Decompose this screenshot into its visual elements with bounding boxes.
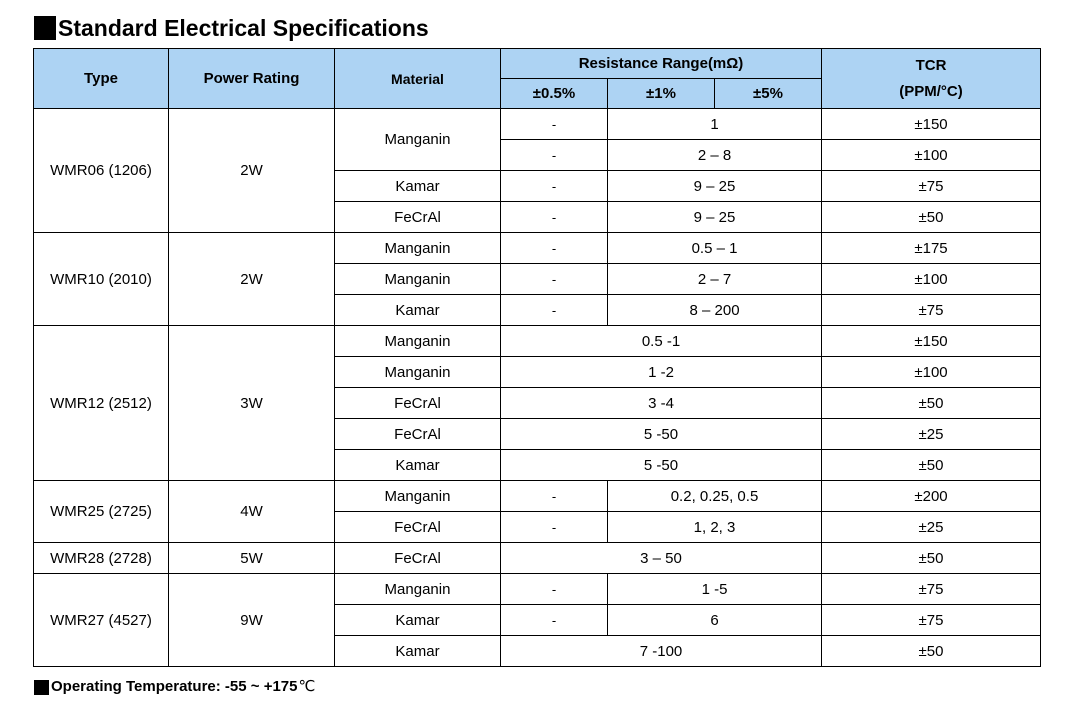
tcr-header-line1: TCR: [915, 56, 947, 74]
type-cell: WMR28 (2728): [34, 543, 169, 574]
tcr-cell: ±75: [822, 295, 1041, 326]
page-title-text: Standard Electrical Specifications: [58, 15, 429, 41]
range-cell: 5 -50: [501, 450, 822, 481]
page-title: [34, 13, 429, 43]
range-cell: 3 – 50: [501, 543, 822, 574]
type-cell: WMR12 (2512): [34, 326, 169, 481]
material-cell: Manganin: [335, 264, 501, 295]
table-row: [34, 233, 1041, 264]
material-cell: Manganin: [335, 326, 501, 357]
footer-square-icon: [34, 680, 49, 695]
operating-temperature-note: [34, 676, 315, 698]
col-header-resistance-range: Resistance Range(mΩ): [501, 49, 822, 79]
range-cell: 6: [608, 605, 822, 636]
spec-table: [33, 48, 1041, 667]
material-cell: Kamar: [335, 636, 501, 667]
tcr-cell: ±75: [822, 171, 1041, 202]
table-row: [34, 574, 1041, 605]
range-cell: 0.5 – 1: [608, 233, 822, 264]
tol05-cell: -: [501, 574, 608, 605]
tcr-cell: ±100: [822, 357, 1041, 388]
range-cell: 9 – 25: [608, 171, 822, 202]
range-cell: 5 -50: [501, 419, 822, 450]
range-cell: 2 – 8: [608, 140, 822, 171]
tcr-cell: ±50: [822, 543, 1041, 574]
tcr-cell: ±150: [822, 109, 1041, 140]
tol05-cell: -: [501, 295, 608, 326]
table-row: [34, 543, 1041, 574]
col-header-tol-5: ±5%: [715, 79, 822, 109]
operating-temperature-label: Operating Temperature: -55 ~ +175: [51, 678, 298, 695]
tol05-cell: -: [501, 171, 608, 202]
tol05-cell: -: [501, 109, 608, 140]
header-row: [34, 49, 1041, 79]
title-square-icon: [34, 16, 56, 40]
type-cell: WMR27 (4527): [34, 574, 169, 667]
power-cell: 9W: [169, 574, 335, 667]
range-cell: 7 -100: [501, 636, 822, 667]
tcr-cell: ±50: [822, 450, 1041, 481]
range-cell: 2 – 7: [608, 264, 822, 295]
tol05-cell: -: [501, 264, 608, 295]
tcr-cell: ±100: [822, 264, 1041, 295]
col-header-material: Material: [335, 49, 501, 109]
tcr-cell: ±75: [822, 605, 1041, 636]
tol05-cell: -: [501, 233, 608, 264]
range-cell: 0.2, 0.25, 0.5: [608, 481, 822, 512]
material-cell: FeCrAl: [335, 512, 501, 543]
material-cell: FeCrAl: [335, 388, 501, 419]
col-header-tcr: [822, 49, 1041, 109]
range-cell: 8 – 200: [608, 295, 822, 326]
material-cell: FeCrAl: [335, 543, 501, 574]
table-row: [34, 326, 1041, 357]
material-cell: Manganin: [335, 233, 501, 264]
tcr-cell: ±50: [822, 636, 1041, 667]
type-cell: WMR06 (1206): [34, 109, 169, 233]
table-row: [34, 109, 1041, 140]
range-cell: 1 -2: [501, 357, 822, 388]
material-cell: FeCrAl: [335, 202, 501, 233]
tol05-cell: -: [501, 512, 608, 543]
tol05-cell: -: [501, 481, 608, 512]
tol05-cell: -: [501, 140, 608, 171]
tcr-cell: ±25: [822, 419, 1041, 450]
tcr-cell: ±50: [822, 202, 1041, 233]
col-header-type: Type: [34, 49, 169, 109]
material-cell: Kamar: [335, 605, 501, 636]
tol05-cell: -: [501, 605, 608, 636]
tcr-cell: ±25: [822, 512, 1041, 543]
power-cell: 3W: [169, 326, 335, 481]
temperature-unit: ℃: [298, 678, 316, 695]
power-cell: 2W: [169, 109, 335, 233]
material-cell: FeCrAl: [335, 419, 501, 450]
material-cell: Manganin: [335, 574, 501, 605]
tcr-cell: ±75: [822, 574, 1041, 605]
material-cell: Manganin: [335, 357, 501, 388]
type-cell: WMR10 (2010): [34, 233, 169, 326]
material-cell: Kamar: [335, 295, 501, 326]
range-cell: 0.5 -1: [501, 326, 822, 357]
material-cell: Kamar: [335, 450, 501, 481]
range-cell: 9 – 25: [608, 202, 822, 233]
range-cell: 3 -4: [501, 388, 822, 419]
power-cell: 5W: [169, 543, 335, 574]
col-header-tol-05: ±0.5%: [501, 79, 608, 109]
tcr-header-line2: (PPM/°C): [899, 82, 963, 100]
range-cell: 1: [608, 109, 822, 140]
type-cell: WMR25 (2725): [34, 481, 169, 543]
material-cell: Kamar: [335, 171, 501, 202]
col-header-tol-1: ±1%: [608, 79, 715, 109]
tcr-cell: ±100: [822, 140, 1041, 171]
range-cell: 1 -5: [608, 574, 822, 605]
tcr-cell: ±150: [822, 326, 1041, 357]
material-cell: Manganin: [335, 109, 501, 171]
table-row: [34, 481, 1041, 512]
tol05-cell: -: [501, 202, 608, 233]
col-header-power: Power Rating: [169, 49, 335, 109]
power-cell: 4W: [169, 481, 335, 543]
tcr-cell: ±175: [822, 233, 1041, 264]
tcr-cell: ±200: [822, 481, 1041, 512]
power-cell: 2W: [169, 233, 335, 326]
range-cell: 1, 2, 3: [608, 512, 822, 543]
material-cell: Manganin: [335, 481, 501, 512]
tcr-cell: ±50: [822, 388, 1041, 419]
